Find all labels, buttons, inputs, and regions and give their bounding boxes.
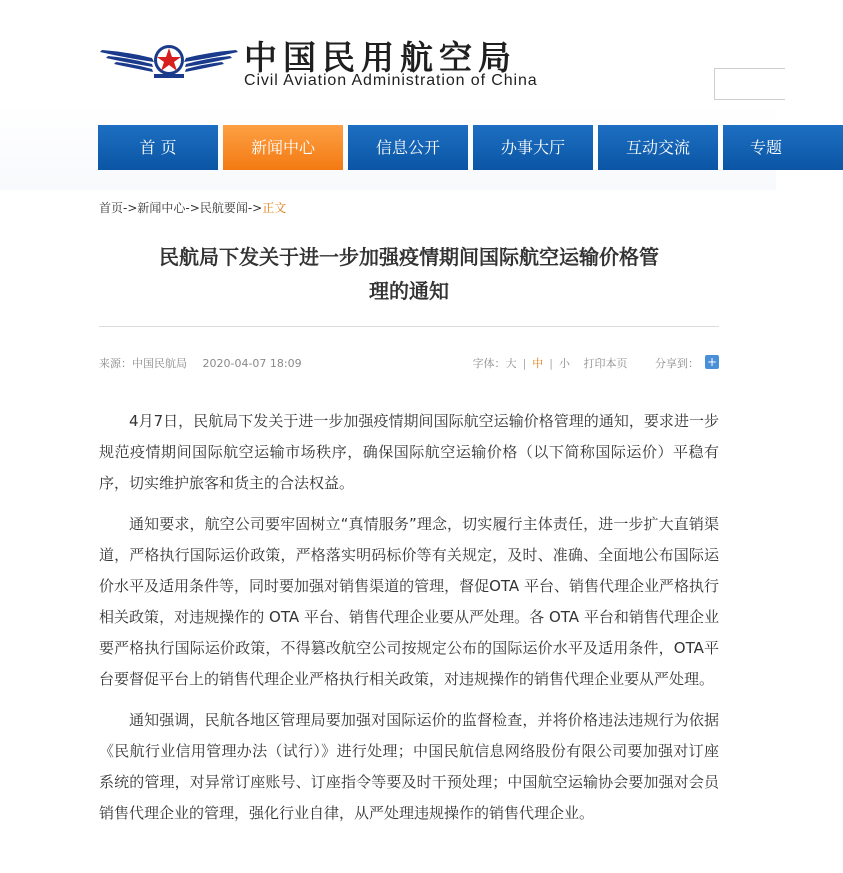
breadcrumb-separator: ->: [247, 201, 263, 215]
font-size-large-button[interactable]: 大: [505, 357, 517, 370]
article-meta: [99, 355, 719, 373]
article-paragraph: 通知要求，航空公司要牢固树立“真情服务”理念，切实履行主体责任，进一步扩大直销渠道，严格执行国际运价政策，严格落实明码标价等有关规定，及时、准确、全面地公布国际运价水平及适用条件等，同时要加强对销售渠道的管理，督促OTA 平台、销售代理企业严格执行相关政策，对违规操作的 OTA 平台、销售代理企业要从严处理。各 OTA 平台和销售代理企业要严格执行国际运价政策，不得篡改航空公司按规定公布的国际运价水平及适用条件，OTA平台要督促平台上的销售代理企业严格执行相关政策，对违规操作的销售代理企业要从严处理。: [99, 515, 719, 688]
font-size-small-button[interactable]: 小: [559, 357, 570, 370]
article-date: 2020-04-07 18:09: [202, 357, 302, 370]
print-page-button[interactable]: 打印本页: [583, 357, 628, 370]
font-size-medium-button[interactable]: 中: [532, 357, 544, 370]
nav-item-interaction[interactable]: 互动交流: [598, 125, 718, 170]
breadcrumb-separator: ->: [123, 201, 138, 215]
font-size-label: 字体：: [472, 357, 506, 370]
site-name-en: Civil Aviation Administration of China: [244, 72, 538, 89]
breadcrumb-home[interactable]: 首页: [99, 201, 124, 215]
breadcrumb-separator: ->: [185, 201, 200, 215]
article-title-line: 民航局下发关于进一步加强疫情期间国际航空运输价格管: [159, 245, 659, 269]
divider: |: [549, 357, 553, 370]
breadcrumb-news-center[interactable]: 新闻中心: [137, 201, 186, 215]
article-title-line: 理的通知: [369, 279, 449, 303]
site-logo[interactable]: [98, 32, 568, 102]
divider: |: [522, 357, 527, 370]
main-nav: [98, 125, 783, 170]
article-source: 来源：中国民航局: [99, 357, 187, 370]
nav-item-home[interactable]: 首 页: [98, 125, 218, 170]
search-input[interactable]: [714, 68, 785, 100]
nav-item-info-disclosure[interactable]: 信息公开: [348, 125, 468, 170]
share-label: 分享到：: [655, 357, 699, 370]
nav-item-service-hall[interactable]: 办事大厅: [473, 125, 593, 170]
breadcrumb: [99, 199, 286, 216]
plus-icon[interactable]: +: [706, 355, 718, 369]
article-title: [99, 240, 719, 308]
article-paragraph: 通知强调，民航各地区管理局要加强对国际运价的监督检查，并将价格违法违规行为依据《民航行业信用管理办法（试行）》进行处理；中国民航信息网络股份有限公司要加强对订座系统的管理，对异常订座账号、订座指令等要及时干预处理；中国航空运输协会要加强对会员销售代理企业的管理，强化行业自律，从严处理违规操作的销售代理企业。: [99, 711, 719, 822]
breadcrumb-current: 正文: [262, 201, 287, 215]
title-divider: [99, 326, 719, 327]
breadcrumb-aviation-news[interactable]: 民航要闻: [199, 201, 248, 215]
nav-item-topics[interactable]: 专题: [723, 125, 843, 170]
nav-item-news-center[interactable]: 新闻中心: [223, 125, 343, 170]
site-name-cn: 中国民用航空局: [244, 38, 517, 77]
caac-emblem-icon: [98, 38, 240, 82]
article-paragraph: 4月7日，民航局下发关于进一步加强疫情期间国际航空运输价格管理的通知，要求进一步规范疫情期间国际航空运输市场秩序，确保国际航空运输价格（以下简称国际运价）平稳有序，切实维护旅客和货主的合法权益。: [99, 412, 719, 492]
article-body: [99, 406, 719, 839]
